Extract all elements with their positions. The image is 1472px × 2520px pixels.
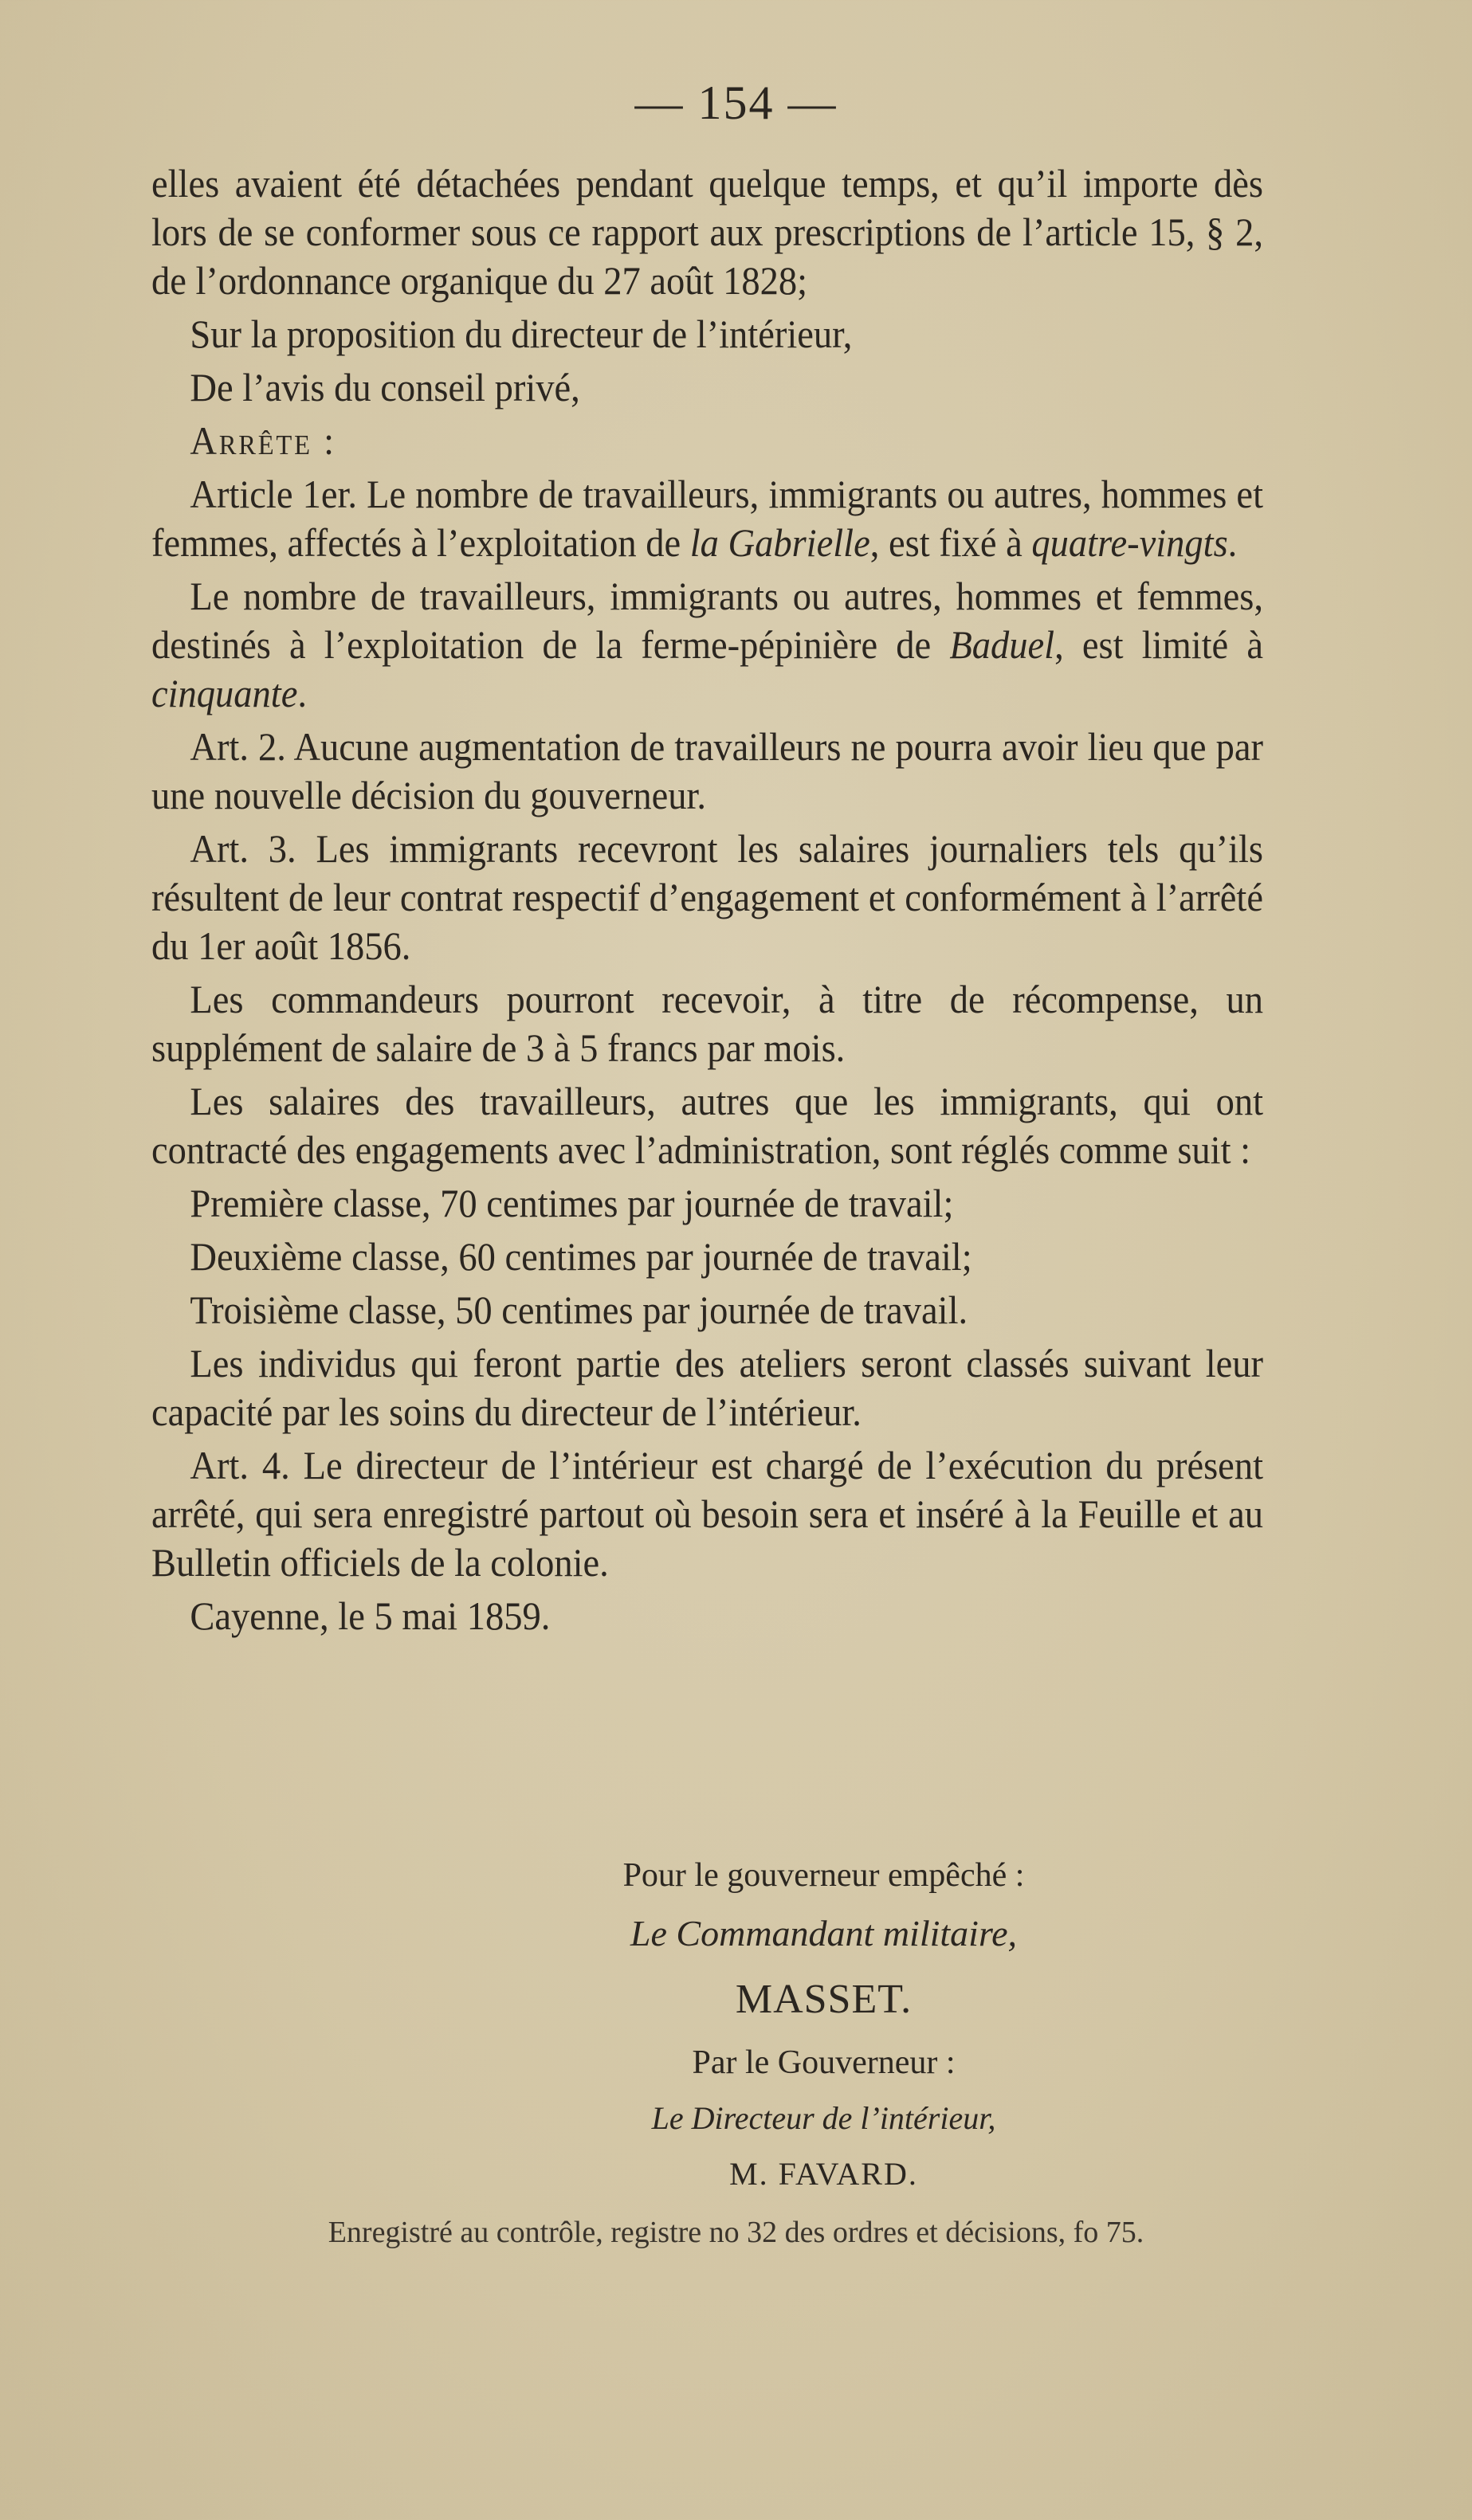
signature-name-masset: MASSET. [735,1977,913,2022]
article-1-italic-gabrielle: la Gabrielle [689,520,870,565]
article-2: Art. 2. Aucune augmentation de travailleurs ne pourra avoir lieu que par une nouvelle décision du gouverneur. [151,724,1264,817]
place-date: Cayenne, le 5 mai 1859. [190,1593,551,1638]
paragraph: Les salaires des travailleurs, autres que les immigrants, qui ont contracté des engagements avec l’administration, sont réglés comme suit : [151,1079,1264,1172]
paragraph-baduel [151,572,1263,718]
baduel-italic: Baduel [949,622,1055,667]
article-1 [151,470,1263,567]
article-4: Art. 4. Le directeur de l’intérieur est chargé de l’exécution du présent arrêté, qui sera enregistré partout où besoin sera et inséré à la Feuille et au Bulletin officiels de la colonie. [151,1443,1264,1585]
signature-line-2: Le Commandant militaire, [630,1913,1018,1954]
signature-line-4: Par le Gouverneur : [692,2044,956,2081]
paragraph: Les commandeurs pourront recevoir, à titre de récompense, un supplément de salaire de 3 à 5 francs par mois. [151,977,1264,1070]
salary-line: Première classe, 70 centimes par journée de travail; [190,1181,954,1225]
page-number: — 154 — [634,76,838,129]
baduel-mid: , est limité à [1054,622,1263,667]
paragraph: De l’avis du conseil privé, [190,365,580,410]
paragraph: elles avaient été détachées pendant quelque temps, et qu’il importe dès lors de se conformer sous ce rapport aux prescriptions de l’article 15, § 2, de l’ordonnance organique du 27 août 1828; [151,161,1263,303]
signature-line-1: Pour le gouverneur empêché : [622,1857,1025,1894]
paragraph: Les individus qui feront partie des ateliers seront classés suivant leur capacité par les soins du directeur de l’intérieur. [151,1341,1264,1434]
baduel-end: . [297,671,307,715]
article-1-mid: , est fixé à [869,520,1032,565]
signature-name-favard: M. FAVARD. [729,2156,918,2192]
article-1-end: . [1227,520,1238,565]
article-3: Art. 3. Les immigrants recevront les salaires journaliers tels qu’ils résultent de leur contrat respectif d’engagement et conformément à l’arrêté du 1er août 1856. [151,826,1264,968]
article-1-lead: Article 1er. Le nombre de travailleurs, immigrants ou autres, hommes et femmes, affectés à l’exploitation de [151,472,1264,565]
registration-footnote: Enregistré au contrôle, registre no 32 des ordres et décisions, fo 75. [328,2216,1144,2249]
arrete-heading: Arrête : [190,418,336,463]
article-1-italic-count: quatre-vingts [1031,520,1228,565]
body-text [151,159,1263,1645]
salary-line: Troisième classe, 50 centimes par journée de travail. [190,1287,968,1332]
signature-line-5: Le Directeur de l’intérieur, [651,2100,996,2136]
paragraph: Sur la proposition du directeur de l’intérieur, [190,312,853,356]
baduel-italic-count: cinquante [151,671,298,715]
baduel-lead: Le nombre de travailleurs, immigrants ou autres, hommes et femmes, destinés à l’exploitation de la ferme-pépinière de [151,574,1264,667]
salary-line: Deuxième classe, 60 centimes par journée de travail; [190,1234,972,1279]
